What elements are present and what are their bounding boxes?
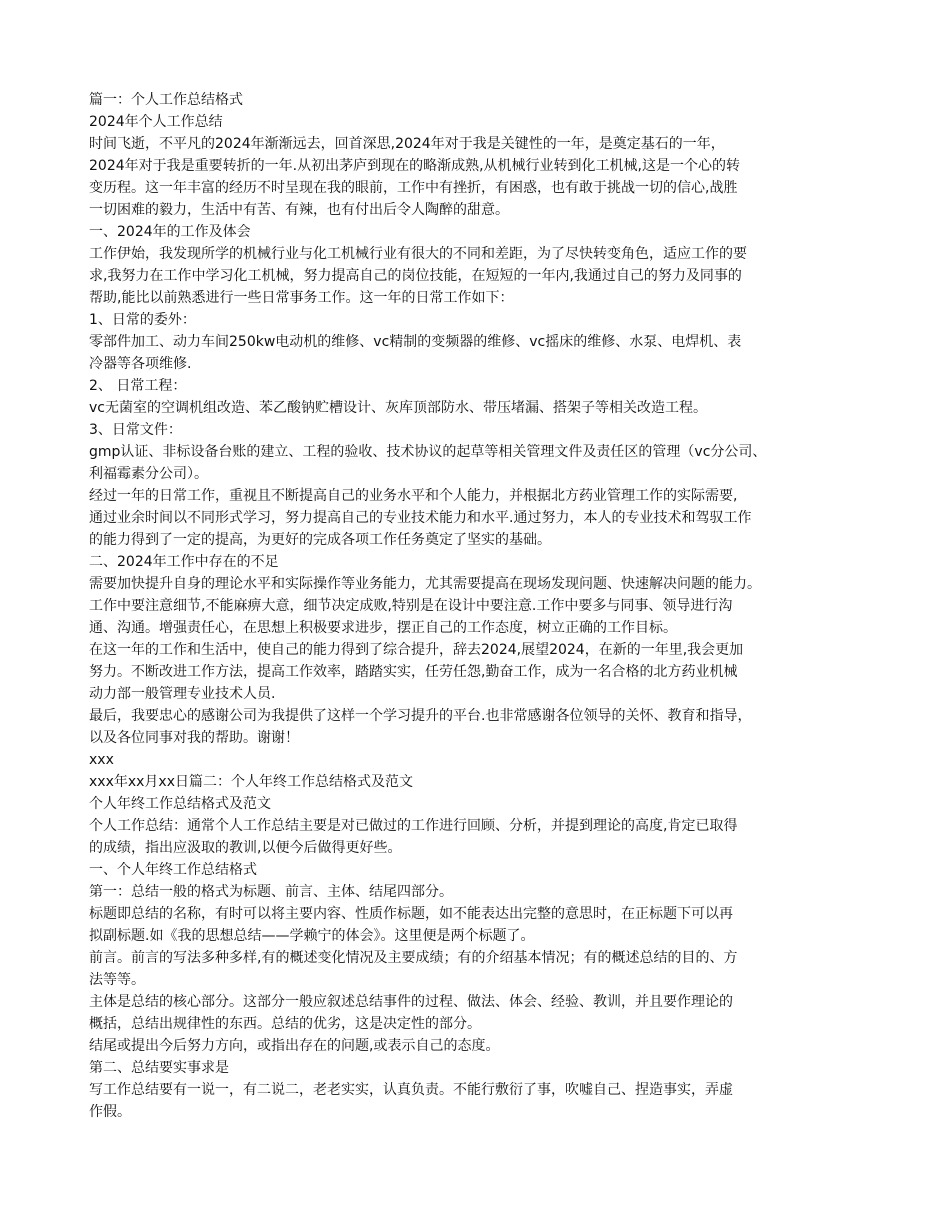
text-line: 前言。前言的写法多种多样,有的概述变化情况及主要成绩；有的介绍基本情况；有的概述总结的目的、方 <box>89 950 738 966</box>
text-line: 2024年对于我是重要转折的一年.从初出茅庐到现在的略渐成熟,从机械行业转到化工机械,这是一个心的转 <box>89 158 740 174</box>
text-line: vc无菌室的空调机组改造、苯乙酸钠贮槽设计、灰库顶部防水、带压堵漏、搭架子等相关改造工程。 <box>89 400 707 416</box>
text-line: 结尾或提出今后努力方向，或指出存在的问题,或表示自己的态度。 <box>89 1038 500 1054</box>
subheading: 一、个人年终工作总结格式 <box>89 862 257 878</box>
subheading: 一、2024年的工作及体会 <box>89 224 251 240</box>
list-heading: 1、日常的委外： <box>89 312 196 328</box>
subheading: 第二、总结要实事求是 <box>89 1060 229 1076</box>
text-line: 动力部一般管理专业技术人员. <box>89 686 276 702</box>
text-line: 努力。不断改进工作方法，提高工作效率，踏踏实实，任劳任怨,勤奋工作，成为一名合格的北方药业机械 <box>89 664 738 680</box>
text-line: 概括，总结出规律性的东西。总结的优劣，这是决定性的部分。 <box>89 1016 481 1032</box>
text-line: 经过一年的日常工作，重视且不断提高自己的业务水平和个人能力，并根据北方药业管理工作的实际需要, <box>89 488 738 504</box>
text-line: 最后，我要忠心的感谢公司为我提供了这样一个学习提升的平台.也非常感谢各位领导的关怀、教育和指导， <box>89 708 752 724</box>
section-heading-1: 篇一：个人工作总结格式 <box>89 92 243 108</box>
subheading: 二、2024年工作中存在的不足 <box>89 554 279 570</box>
text-line: 在这一年的工作和生活中，使自己的能力得到了综合提升，辞去2024,展望2024，在新的一年里,我会更加 <box>89 642 744 658</box>
text-line: 主体是总结的核心部分。这部分一般应叙述总结事件的过程、做法、体会、经验、教训，并且要作理论的 <box>89 994 733 1010</box>
text-line: 冷器等各项维修. <box>89 356 192 372</box>
text-line: 工作伊始，我发现所学的机械行业与化工机械行业有很大的不同和差距，为了尽快转变角色，适应工作的要 <box>89 246 747 262</box>
text-line: 帮助,能比以前熟悉进行一些日常事务工作。这一年的日常工作如下： <box>89 290 514 306</box>
text-line: 通、沟通。增强责任心，在思想上积极要求进步，摆正自己的工作态度，树立正确的工作目标。 <box>89 620 677 636</box>
text-line: 利福霉素分公司）。 <box>89 466 208 482</box>
text-line: gmp认证、非标设备台账的建立、工程的验收、技术协议的起草等相关管理文件及责任区的管理（vc分公司、 <box>89 444 767 460</box>
text-line: 求,我努力在工作中学习化工机械，努力提高自己的岗位技能，在短短的一年内,我通过自己的努力及同事的 <box>89 268 742 284</box>
text-line: 作假。 <box>89 1104 131 1120</box>
text-line: 一切困难的毅力，生活中有苦、有辣，也有付出后令人陶醉的甜意。 <box>89 202 509 218</box>
list-heading: 2、 日常工程： <box>89 378 187 394</box>
text-line: 通过业余时间以不同形式学习，努力提高自己的专业技术能力和水平.通过努力，本人的专业技术和驾驭工作 <box>89 510 752 526</box>
text-line: 以及各位同事对我的帮助。谢谢！ <box>89 730 299 746</box>
document-title: 2024年个人工作总结 <box>89 114 223 130</box>
text-line: 写工作总结要有一说一，有二说二，老老实实，认真负责。不能行敷衍了事，吹嘘自己、捏造事实，弄虚 <box>89 1082 733 1098</box>
text-line: 拟副标题.如《我的思想总结——学赖宁的体会》。这里便是两个标题了。 <box>89 928 535 944</box>
text-line: 法等等。 <box>89 972 145 988</box>
date-and-section-heading-2: xxx年xx月xx日篇二：个人年终工作总结格式及范文 <box>89 774 413 790</box>
text-line: 需要加快提升自身的理论水平和实际操作等业务能力，尤其需要提高在现场发现问题、快速解决问题的能力。 <box>89 576 761 592</box>
text-line: 的能力得到了一定的提高，为更好的完成各项工作任务奠定了坚实的基础。 <box>89 532 551 548</box>
text-line: 变历程。这一年丰富的经历不时呈现在我的眼前，工作中有挫折，有困惑，也有敢于挑战一切的信心,战胜 <box>89 180 738 196</box>
list-heading: 3、日常文件： <box>89 422 182 438</box>
text-line: 零部件加工、动力车间250kw电动机的维修、vc精制的变频器的维修、vc摇床的维修、水泵、电焊机、表 <box>89 334 742 350</box>
signature: xxx <box>89 752 114 768</box>
document-page <box>89 89 879 1123</box>
text-line: 工作中要注意细节,不能麻痹大意，细节决定成败,特别是在设计中要注意.工作中要多与同事、领导进行沟 <box>89 598 733 614</box>
text-line: 标题即总结的名称，有时可以将主要内容、性质作标题，如不能表达出完整的意思时，在正标题下可以再 <box>89 906 733 922</box>
text-line: 个人工作总结：通常个人工作总结主要是对已做过的工作进行回顾、分析，并提到理论的高度,肯定已取得 <box>89 818 738 834</box>
subtitle: 个人年终工作总结格式及范文 <box>89 796 271 812</box>
text-line: 时间飞逝，不平凡的2024年渐渐远去，回首深思,2024年对于我是关键性的一年，是奠定基石的一年， <box>89 136 725 152</box>
text-line: 的成绩，指出应汲取的教训,以便今后做得更好些。 <box>89 840 402 856</box>
text-line: 第一：总结一般的格式为标题、前言、主体、结尾四部分。 <box>89 884 453 900</box>
